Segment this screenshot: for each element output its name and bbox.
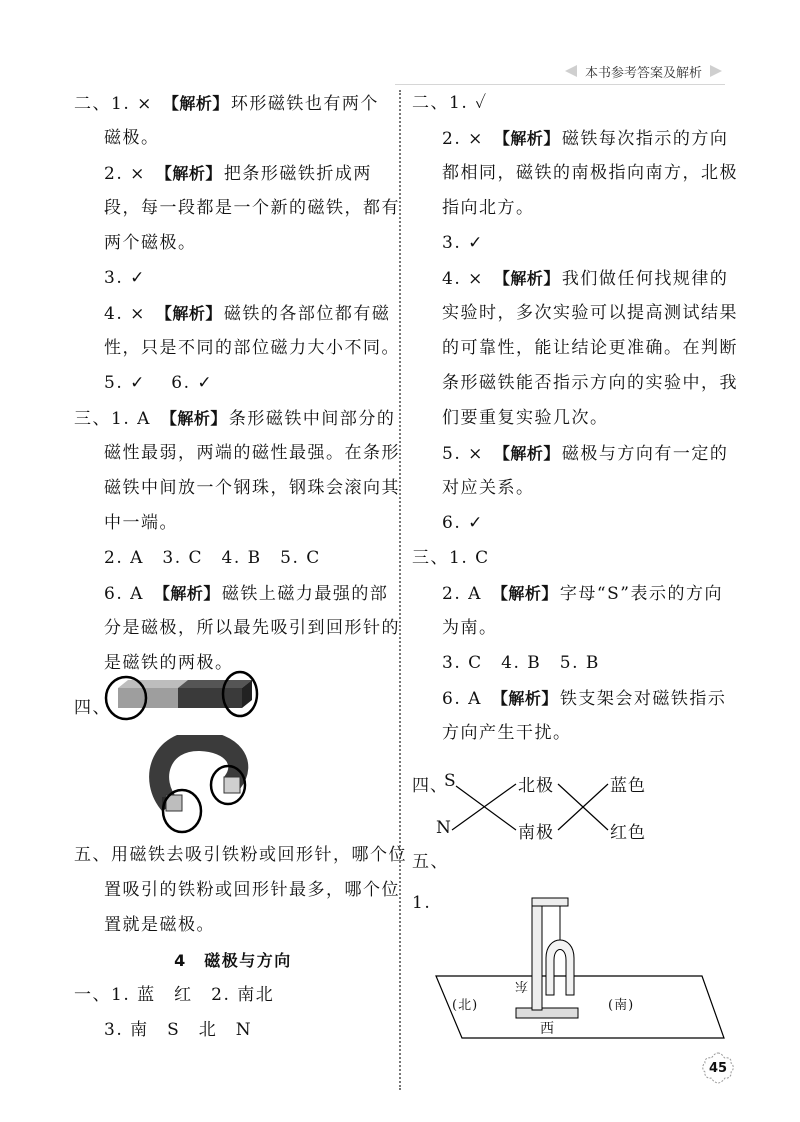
answer-line: 6. A 【解析】 铁支架会对磁铁指示 [442, 689, 727, 709]
answer-line: 3. ✓ [442, 233, 484, 253]
answer-line: 2. × 【解析】 把条形磁铁折成两 [104, 164, 372, 184]
answer-line: 实验时，多次实验可以提高测试结果 [442, 303, 738, 323]
answer-line: 中一端。 [104, 513, 178, 533]
answer-line: 置就是磁极。 [104, 915, 215, 935]
answer-line: 1. [412, 893, 432, 913]
analysis-tag: 【解析】 [491, 584, 558, 603]
answer-line: 4. × 【解析】 我们做任何找规律的 [442, 269, 729, 289]
label-west: 西 [540, 1021, 555, 1037]
analysis-tag: 【解析】 [493, 269, 560, 288]
answer-line: 6. A 【解析】 磁铁上磁力最强的部 [104, 584, 389, 604]
answer-line: 都相同，磁铁的南极指向南方，北极 [442, 163, 738, 183]
answer-line: 段，每一段都是一个新的磁铁，都有 [104, 198, 400, 218]
answer-line: 6. ✓ [442, 513, 484, 533]
analysis-tag: 【解析】 [491, 689, 558, 708]
match-n: N [436, 818, 452, 838]
answer-line: 磁性最弱，两端的磁性最强。在条形 [104, 443, 400, 463]
answer-line: 磁极。 [104, 128, 160, 148]
answer-line: 2. A 【解析】 字母“S”表示的方向 [442, 584, 723, 604]
label-north: (北) [452, 998, 479, 1013]
bar-magnet-figure [100, 670, 270, 730]
analysis-tag: 【解析】 [493, 444, 560, 463]
analysis-tag: 【解析】 [155, 164, 222, 183]
section-title: 4 磁极与方向 [174, 951, 292, 970]
answer-line: 分是磁极，所以最先吸引到回形针的 [104, 618, 400, 638]
answer-line: 方向产生干扰。 [442, 723, 572, 743]
stand-drawing [428, 890, 728, 1050]
match-red: 红色 [610, 823, 646, 843]
answer-line: 3. 南 S 北 N [104, 1020, 253, 1040]
page-header [565, 60, 722, 82]
answer-line: 4. × 【解析】 磁铁的各部位都有磁 [104, 304, 391, 324]
header-rule [395, 84, 725, 85]
answer-line: 2. × 【解析】 磁铁每次指示的方向 [442, 129, 729, 149]
answer-line: 的可靠性，能让结论更准确。在判断 [442, 338, 738, 358]
u-magnet-figure [140, 735, 270, 835]
right-column [412, 86, 738, 751]
answer-line: 五、 [412, 852, 449, 872]
answer-line: 五、用磁铁去吸引铁粉或回形针，哪个位 [74, 845, 407, 865]
label-south: (南) [608, 998, 635, 1013]
left-triangle-icon [565, 65, 577, 77]
right-triangle-icon [710, 65, 722, 77]
column-divider [399, 90, 401, 1090]
left-column-lower [74, 838, 407, 1048]
header-title: 本书参考答案及解析 [584, 65, 702, 81]
answer-line: 三、1. C [412, 548, 490, 568]
answer-line: 指向北方。 [442, 198, 535, 218]
matching-diagram [412, 768, 732, 848]
match-north: 北极 [518, 776, 554, 796]
answer-line: 5. ✓ 6. ✓ [104, 373, 214, 393]
answer-line: 一、1. 蓝 红 2. 南北 [74, 985, 275, 1005]
answer-line: 二、1. × 【解析】 环形磁铁也有两个 [74, 94, 379, 114]
answer-line: 四、 [74, 698, 111, 718]
label-east: 东 [514, 978, 529, 993]
page-number: 45 [700, 1050, 736, 1086]
answer-line: 3. ✓ [104, 268, 146, 288]
analysis-tag: 【解析】 [493, 129, 560, 148]
answer-line: 3. C 4. B 5. B [442, 653, 600, 673]
analysis-tag: 【解析】 [153, 584, 220, 603]
answer-line: 两个磁极。 [104, 233, 197, 253]
answer-line: 磁铁中间放一个钢珠，钢珠会滚向其 [104, 478, 400, 498]
match-s: S [444, 771, 457, 791]
analysis-tag: 【解析】 [162, 94, 229, 113]
answer-line: 5. × 【解析】 磁极与方向有一定的 [442, 444, 729, 464]
answer-line: 二、1. ✓ [412, 93, 488, 113]
stand-figure [428, 890, 728, 1050]
analysis-tag: 【解析】 [160, 409, 227, 428]
answer-line: 置吸引的铁粉或回形针最多，哪个位 [104, 880, 400, 900]
match-prefix: 四、 [412, 776, 448, 796]
answer-line: 们要重复实验几次。 [442, 408, 609, 428]
match-blue: 蓝色 [610, 776, 646, 796]
answer-line: 是磁铁的两极。 [104, 653, 234, 673]
answer-line: 条形磁铁能否指示方向的实验中，我 [442, 373, 738, 393]
analysis-tag: 【解析】 [155, 304, 222, 323]
match-lines [412, 768, 732, 848]
answer-line: 三、1. A 【解析】 条形磁铁中间部分的 [74, 409, 396, 429]
match-south: 南极 [518, 823, 554, 843]
answer-line: 性，只是不同的部位磁力大小不同。 [104, 338, 400, 358]
answer-line: 2. A 3. C 4. B 5. C [104, 548, 321, 568]
left-column [74, 86, 400, 726]
answer-line: 为南。 [442, 618, 498, 638]
answer-line: 对应关系。 [442, 478, 535, 498]
